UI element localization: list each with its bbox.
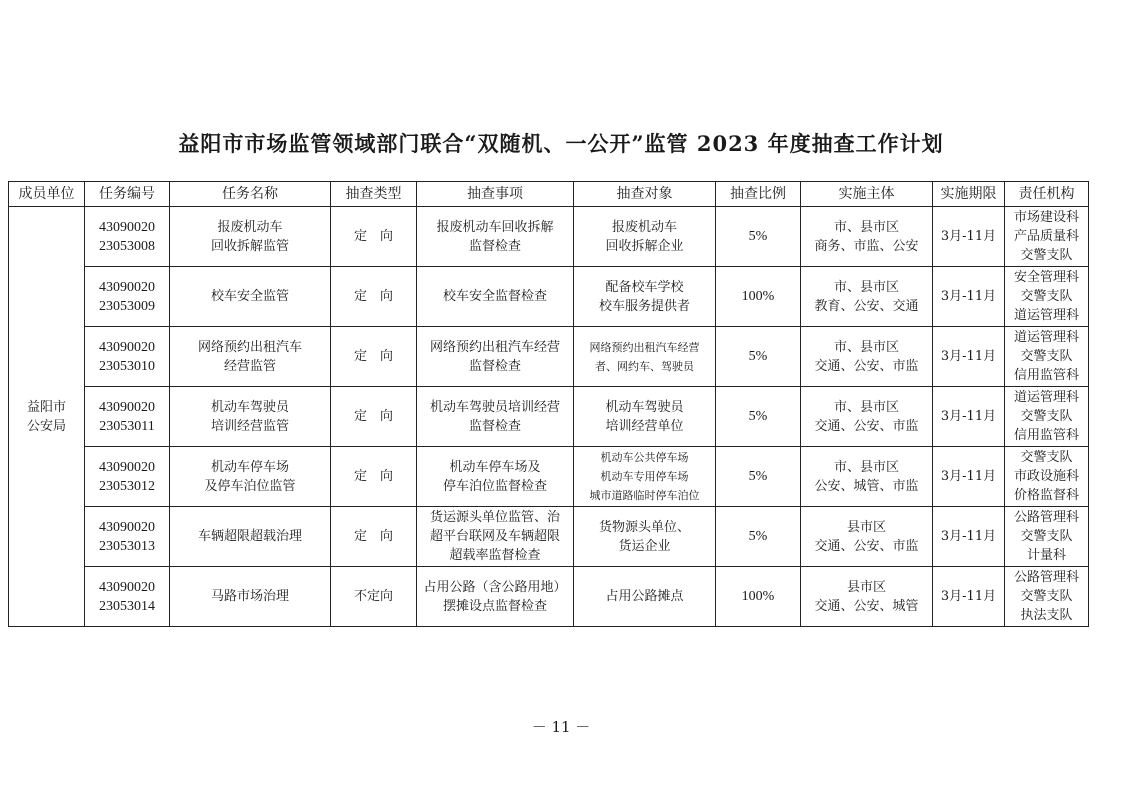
table-row — [9, 267, 1089, 327]
task-name-cell — [170, 327, 331, 387]
responsible-org-cell-line: 交警支队 — [1020, 349, 1073, 364]
implementing-body-cell-line: 交通、公安、城管 — [814, 598, 919, 614]
responsible-org-cell — [1005, 567, 1089, 627]
inspection-ratio-cell: 5% — [716, 327, 801, 387]
column-header: 任务名称 — [170, 182, 331, 207]
task-name-cell-line: 机动车驾驶员 — [210, 399, 289, 415]
inspection-items-cell-line: 超平台联网及车辆超限 — [429, 529, 560, 544]
table-body — [9, 207, 1089, 627]
table-row — [9, 567, 1089, 627]
implementing-body-cell-line: 市、县市区 — [833, 399, 899, 415]
task-name-cell-line: 马路市场治理 — [210, 589, 289, 604]
inspection-ratio-cell: 5% — [716, 387, 801, 447]
implementation-period-cell: 3月-11月 — [933, 447, 1005, 507]
column-header: 成员单位 — [9, 182, 85, 207]
responsible-org-cell — [1005, 327, 1089, 387]
inspection-type-cell: 定 向 — [331, 447, 417, 507]
implementing-body-cell-line: 市、县市区 — [833, 339, 899, 355]
implementing-body-cell-line: 公安、城管、市监 — [814, 478, 919, 494]
implementing-body-cell-line: 教育、公安、交通 — [814, 298, 919, 314]
task-number-cell — [85, 327, 170, 387]
responsible-org-cell-line: 执法支队 — [1020, 608, 1073, 623]
task-number-cell-line: 23053013 — [99, 538, 155, 554]
document-title: 益阳市市场监管领域部门联合“双随机、一公开”监管 2023 年度抽查工作计划 — [178, 131, 944, 156]
responsible-org-cell-line: 计量科 — [1026, 548, 1066, 563]
implementing-body-cell-line: 交通、公安、市监 — [814, 418, 919, 434]
responsible-org-cell-line: 信用监管科 — [1013, 428, 1079, 443]
implementing-body-cell-line: 县市区 — [846, 579, 886, 595]
responsible-org-cell-line: 市场建设科 — [1013, 210, 1079, 225]
task-name-cell-line: 报废机动车 — [217, 219, 283, 235]
implementing-body-cell-line: 交通、公安、市监 — [814, 358, 919, 374]
inspection-items-cell-line: 摆摊设点监督检查 — [442, 598, 547, 614]
implementation-period-cell: 3月-11月 — [933, 207, 1005, 267]
task-number-cell-line: 23053009 — [99, 298, 155, 314]
inspection-items-cell — [417, 207, 574, 267]
task-number-cell-line: 23053011 — [99, 418, 155, 434]
implementing-body-cell — [801, 207, 933, 267]
task-number-cell-line: 43090020 — [99, 219, 155, 235]
responsible-org-cell-line: 市政设施科 — [1013, 469, 1079, 484]
table-row — [9, 207, 1089, 267]
responsible-org-cell-line: 安全管理科 — [1013, 270, 1079, 285]
inspection-targets-cell-line: 货物源头单位、 — [598, 519, 690, 535]
inspection-items-cell-line: 停车泊位监督检查 — [442, 478, 547, 494]
responsible-org-cell — [1005, 507, 1089, 567]
task-name-cell-line: 回收拆解监管 — [210, 238, 289, 254]
inspection-ratio-cell: 5% — [716, 447, 801, 507]
inspection-items-cell-line: 网络预约出租汽车经营 — [429, 339, 560, 355]
inspection-type-cell: 定 向 — [331, 387, 417, 447]
inspection-items-cell-line: 监督检查 — [468, 238, 521, 254]
inspection-targets-cell-line: 者、网约车、驾驶员 — [595, 359, 694, 373]
responsible-org-cell-line: 信用监管科 — [1013, 368, 1079, 383]
implementation-period-cell: 3月-11月 — [933, 507, 1005, 567]
inspection-targets-cell — [574, 507, 716, 567]
implementation-period-cell: 3月-11月 — [933, 267, 1005, 327]
task-number-cell-line: 43090020 — [99, 519, 155, 535]
inspection-targets-cell-line: 校车服务提供者 — [598, 298, 690, 314]
implementing-body-cell — [801, 267, 933, 327]
table-row — [9, 327, 1089, 387]
inspection-targets-cell-line: 货运企业 — [618, 538, 671, 554]
task-name-cell-line: 培训经营监管 — [210, 418, 289, 434]
implementation-period-cell: 3月-11月 — [933, 387, 1005, 447]
responsible-org-cell-line: 交警支队 — [1020, 450, 1073, 465]
inspection-items-cell — [417, 267, 574, 327]
column-header: 抽查对象 — [574, 182, 716, 207]
task-number-cell-line: 23053014 — [99, 598, 155, 614]
inspection-targets-cell-line: 机动车专用停车场 — [600, 470, 689, 483]
implementing-body-cell — [801, 387, 933, 447]
inspection-targets-cell — [574, 387, 716, 447]
task-name-cell-line: 机动车停车场 — [210, 459, 289, 475]
responsible-org-cell-line: 交警支队 — [1020, 409, 1073, 424]
inspection-targets-cell-line: 机动车公共停车场 — [600, 451, 689, 464]
inspection-targets-cell — [574, 447, 716, 507]
implementing-body-cell-line: 商务、市监、公安 — [814, 238, 919, 254]
inspection-items-cell — [417, 387, 574, 447]
inspection-type-cell: 定 向 — [331, 327, 417, 387]
inspection-targets-cell-line: 报废机动车 — [611, 219, 677, 235]
inspection-type-cell: 不定向 — [331, 567, 417, 627]
responsible-org-cell-line: 交警支队 — [1020, 589, 1073, 604]
table-header-row — [9, 182, 1089, 207]
responsible-org-cell-line: 公路管理科 — [1013, 570, 1079, 585]
inspection-targets-cell-line: 城市道路临时停车泊位 — [589, 489, 700, 502]
task-number-cell — [85, 567, 170, 627]
task-name-cell — [170, 507, 331, 567]
task-number-cell-line: 43090020 — [99, 339, 155, 355]
implementing-body-cell-line: 市、县市区 — [833, 279, 899, 295]
task-name-cell-line: 网络预约出租汽车 — [197, 339, 302, 355]
page-number: － 11 － — [531, 718, 591, 736]
inspection-ratio-cell: 5% — [716, 507, 801, 567]
responsible-org-cell-line: 公路管理科 — [1013, 510, 1079, 525]
inspection-items-cell-line: 监督检查 — [468, 418, 521, 434]
inspection-items-cell — [417, 327, 574, 387]
column-header: 抽查类型 — [331, 182, 417, 207]
implementing-body-cell — [801, 567, 933, 627]
responsible-org-cell-line: 交警支队 — [1020, 289, 1073, 304]
inspection-items-cell-line: 货运源头单位监管、治 — [429, 510, 560, 525]
responsible-org-cell-line: 道运管理科 — [1013, 330, 1079, 345]
task-number-cell-line: 43090020 — [99, 399, 155, 415]
inspection-items-cell-line: 报废机动车回收拆解 — [436, 219, 554, 235]
inspection-type-cell: 定 向 — [331, 507, 417, 567]
inspection-items-cell-line: 超载率监督检查 — [449, 548, 541, 563]
task-number-cell-line: 43090020 — [99, 579, 155, 595]
implementing-body-cell-line: 县市区 — [846, 519, 886, 535]
implementing-body-cell-line: 市、县市区 — [833, 219, 899, 235]
responsible-org-cell — [1005, 447, 1089, 507]
inspection-ratio-cell: 100% — [716, 567, 801, 627]
task-number-cell — [85, 447, 170, 507]
inspection-items-cell-line: 机动车停车场及 — [449, 459, 541, 475]
inspection-targets-cell — [574, 327, 716, 387]
responsible-org-cell-line: 产品质量科 — [1013, 229, 1079, 244]
task-number-cell-line: 23053008 — [99, 238, 155, 254]
inspection-targets-cell-line: 机动车驾驶员 — [605, 399, 684, 415]
inspection-type-cell: 定 向 — [331, 267, 417, 327]
task-name-cell-line: 及停车泊位监管 — [204, 478, 296, 494]
inspection-targets-cell-line: 配备校车学校 — [605, 279, 684, 295]
inspection-items-cell-line: 监督检查 — [468, 358, 521, 374]
task-number-cell — [85, 207, 170, 267]
inspection-targets-cell — [574, 567, 716, 627]
task-name-cell-line: 校车安全监管 — [210, 289, 289, 304]
column-header: 责任机构 — [1005, 182, 1089, 207]
task-name-cell — [170, 387, 331, 447]
column-header: 实施期限 — [933, 182, 1005, 207]
task-number-cell-line: 23053012 — [99, 478, 155, 494]
inspection-type-cell: 定 向 — [331, 207, 417, 267]
inspection-items-cell-line: 机动车驾驶员培训经营 — [429, 399, 560, 415]
task-name-cell — [170, 567, 331, 627]
responsible-org-cell — [1005, 387, 1089, 447]
task-name-cell — [170, 447, 331, 507]
inspection-ratio-cell: 100% — [716, 267, 801, 327]
implementing-body-cell-line: 市、县市区 — [833, 459, 899, 475]
inspection-items-cell-line: 校车安全监督检查 — [442, 289, 547, 304]
implementing-body-cell — [801, 327, 933, 387]
task-number-cell-line: 43090020 — [99, 459, 155, 475]
task-name-cell-line: 车辆超限超载治理 — [197, 529, 302, 544]
task-number-cell — [85, 387, 170, 447]
implementing-body-cell-line: 交通、公安、市监 — [814, 538, 919, 554]
task-name-cell-line: 经营监管 — [223, 358, 276, 374]
inspection-items-cell-line: 占用公路（含公路用地） — [423, 579, 567, 595]
column-header: 抽查事项 — [417, 182, 574, 207]
task-name-cell — [170, 267, 331, 327]
column-header: 实施主体 — [801, 182, 933, 207]
inspection-targets-cell-line: 培训经营单位 — [605, 418, 684, 434]
column-header: 抽查比例 — [716, 182, 801, 207]
responsible-org-cell-line: 价格监督科 — [1013, 488, 1079, 503]
member-unit-cell-line: 公安局 — [26, 418, 66, 434]
responsible-org-cell — [1005, 207, 1089, 267]
inspection-plan-table — [8, 181, 1089, 627]
inspection-targets-cell-line: 占用公路摊点 — [605, 589, 684, 604]
inspection-targets-cell — [574, 207, 716, 267]
implementing-body-cell — [801, 447, 933, 507]
table-row — [9, 507, 1089, 567]
inspection-targets-cell-line: 网络预约出租汽车经营 — [589, 340, 700, 354]
inspection-items-cell — [417, 447, 574, 507]
table-row — [9, 447, 1089, 507]
member-unit-cell-line: 益阳市 — [26, 399, 66, 415]
responsible-org-cell-line: 交警支队 — [1020, 529, 1073, 544]
responsible-org-cell-line: 交警支队 — [1020, 248, 1073, 263]
responsible-org-cell-line: 道运管理科 — [1013, 308, 1079, 323]
inspection-items-cell — [417, 567, 574, 627]
inspection-ratio-cell: 5% — [716, 207, 801, 267]
task-number-cell-line: 23053010 — [99, 358, 155, 374]
responsible-org-cell-line: 道运管理科 — [1013, 390, 1079, 405]
responsible-org-cell — [1005, 267, 1089, 327]
inspection-items-cell — [417, 507, 574, 567]
implementation-period-cell: 3月-11月 — [933, 327, 1005, 387]
inspection-targets-cell — [574, 267, 716, 327]
task-number-cell — [85, 267, 170, 327]
task-name-cell — [170, 207, 331, 267]
table-row — [9, 387, 1089, 447]
task-number-cell — [85, 507, 170, 567]
inspection-targets-cell-line: 回收拆解企业 — [605, 238, 684, 254]
column-header: 任务编号 — [85, 182, 170, 207]
task-number-cell-line: 43090020 — [99, 279, 155, 295]
implementing-body-cell — [801, 507, 933, 567]
implementation-period-cell: 3月-11月 — [933, 567, 1005, 627]
member-unit-cell — [9, 207, 85, 627]
